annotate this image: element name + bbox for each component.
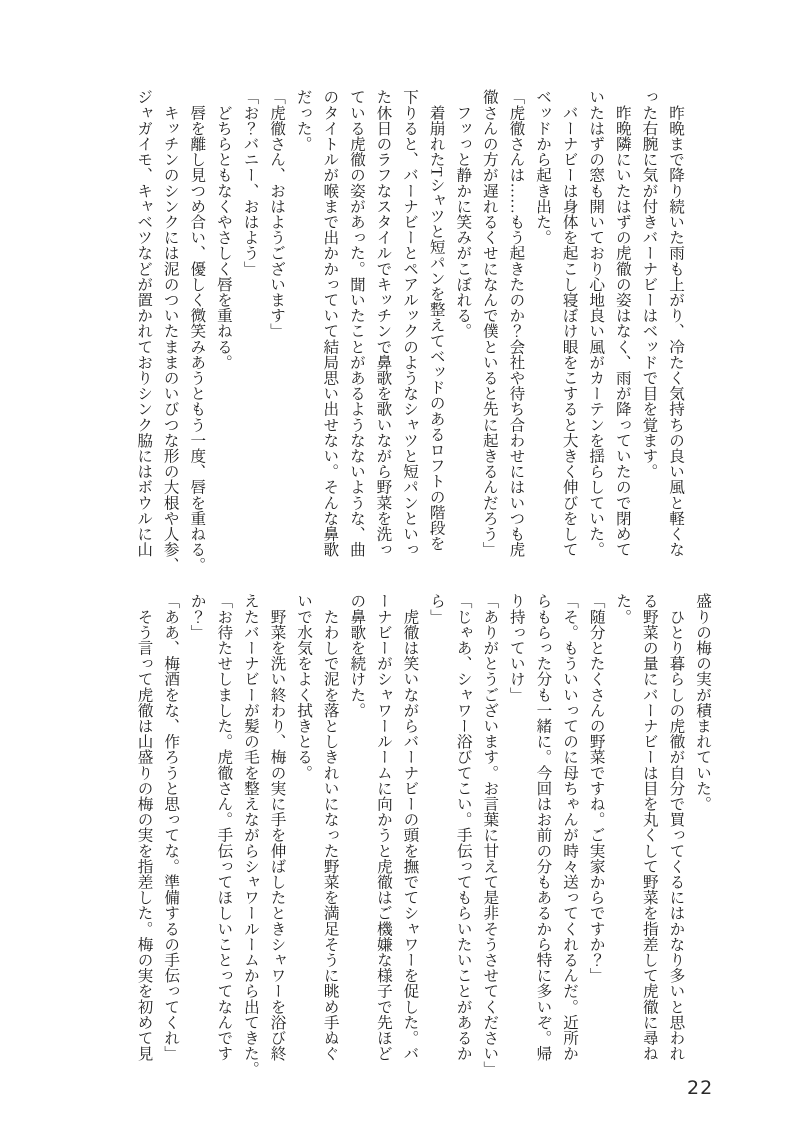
text-line: 「そ。もういいってのに母ちゃんが時々送ってくれるんだ。近所か [561, 593, 579, 1061]
text-line: 盛りの梅の実が積まれていた。 [694, 593, 711, 812]
text-line: る野菜の量にバーナビーは目を丸くして野菜を指差して虎徹に尋ね [640, 593, 658, 1061]
text-line: どちらともなくやさしく唇を重ねる。 [214, 89, 232, 370]
text-line: か？」 [188, 593, 206, 640]
text-line: た。 [614, 593, 632, 625]
text-line: 「じゃあ、シャワー浴びてこい。手伝ってもらいたいことがあるか [454, 593, 472, 1061]
text-line: た休日のラフなスタイルでキッチンで鼻歌を歌いながら野菜を洗っ [374, 89, 392, 557]
text-line: 下りると、バーナビーとペアルックのようなシャツと短パンといっ [401, 89, 419, 557]
text-line: だった。 [294, 89, 312, 152]
text-block-top [130, 89, 688, 573]
text-line: った右腕に気が付きバーナビーはベッドで目を覚ます。 [640, 89, 658, 479]
text-line: の鼻歌を続けた。 [348, 593, 366, 718]
text-line: フッっと静かに笑みがこぼれる。 [454, 89, 472, 339]
text-line: そう言って虎徹は山盛りの梅の実を指差した。梅の実を初めて見 [135, 593, 153, 1061]
text-line: 「お？バニー、おはよう」 [241, 89, 259, 277]
text-line: ている虎徹の姿があった。聞いたことがあるようなないような、曲 [347, 89, 365, 557]
text-line: ベッドから起き出た。 [534, 89, 552, 245]
text-line: らもらった分も一緒に。今回はお前の分もあるから特に多いぞ。帰 [534, 593, 552, 1061]
text-line: バーナビーは身体を起こし寝ぼけ眼をこすると大きく伸びをして [560, 89, 578, 557]
text-line: キッチンのシンクには泥のついたままのいびつな形の大根や人参、 [161, 89, 179, 573]
text-line: ら」 [428, 593, 446, 625]
text-line: ひとり暮らしの虎徹が自分で買ってくるにはかなり多いと思われ [667, 593, 685, 1061]
text-line: 野菜を洗い終わり、梅の実に手を伸ばしたときシャワーを浴び終 [268, 593, 286, 1061]
text-line: 昨晩隣にいたはずの虎徹の姿はなく、雨が降っていたので閉めて [613, 89, 631, 557]
text-line: 「お待たせしました。虎徹さん。手伝ってほしいことってなんです [215, 593, 233, 1061]
text-block-bottom [130, 593, 715, 1077]
text-line: ジャガイモ、キャベツなどが置かれておりシンク脇にはボウルに山 [135, 89, 153, 557]
text-line: 昨晩まで降り続いた雨も上がり、冷たく気持ちの良い風と軽くな [667, 89, 684, 557]
text-line: 「ありがとうございます。お言葉に甘えて是非そうさせてください」 [481, 593, 499, 1077]
text-line: 唇を離し見つめ合い、優しく微笑みあうともう一度、唇を重ねる。 [188, 89, 206, 573]
page-number: 22 [687, 1077, 714, 1099]
text-line: 虎徹は笑いながらバーナビーの頭を撫でてシャワーを促した。バ [401, 593, 419, 1061]
text-line: ーナビーがシャワールームに向かうと虎徹はご機嫌な様子で先ほど [374, 593, 392, 1061]
text-line: 「虎徹さん、おはようございます」 [268, 89, 286, 339]
text-line: たわしで泥を落としきれいになった野菜を満足そうに眺め手ぬぐ [321, 593, 339, 1061]
text-line: 「随分とたくさんの野菜ですね。ご実家からですか？」 [587, 593, 605, 983]
text-line: 着崩れたTシャツと短パンを整えてベッドのあるロフトの階段を [427, 89, 445, 551]
text-line: いで水気をよく拭きとる。 [295, 593, 313, 781]
text-line: 「虎徹さんは……もう起きたのか？会社や待ち合わせにはいつも虎 [507, 89, 525, 557]
text-line: 「ああ、梅酒をな、作ろうと思ってな。準備するの手伝ってくれ」 [162, 593, 180, 1061]
text-line: のタイトルが喉まで出かかっていて結局思い出せない。そんな鼻歌 [321, 89, 339, 557]
text-line: いたはずの窓も開いており心地良い風がカーテンを揺らしていた。 [587, 89, 605, 557]
text-line: 徹さんの方が遅れるくせになんで僕といると先に起きるんだろう」 [480, 89, 498, 557]
text-line: り持っていけ」 [507, 593, 525, 703]
text-line: えたバーナビーが髪の毛を整えながらシャワールームから出てきた。 [241, 593, 259, 1077]
